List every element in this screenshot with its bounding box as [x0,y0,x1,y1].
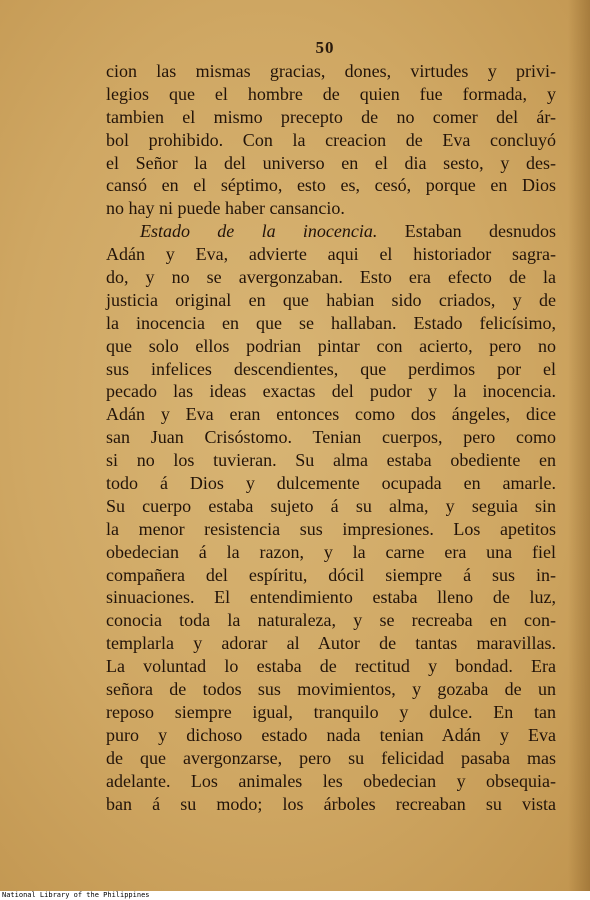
text-line: Su cuerpo estaba sujeto á su alma, y seguia sin [106,495,556,516]
text-line: cansó en el séptimo, esto es, cesó, porque en Dios [106,175,556,196]
text-line: puro y dichoso estado nada tenian Adán y Eva [106,724,556,745]
paragraph-2 [106,220,556,815]
section-heading: Estado de la inocencia. [140,221,378,242]
text-line: La voluntad lo estaba de rectitud y bondad. Era [106,656,556,677]
text-line: Adán y Eva eran entonces como dos ángeles, dice [106,404,556,425]
text-line-rest: Estaban desnudos [377,221,556,242]
text-line: todo á Dios y dulcemente ocupada en amarle. [106,473,556,494]
text-line: que solo ellos podrian pintar con acierto, pero no [106,335,556,356]
text-line: cion las mismas gracias, dones, virtudes y privi- [106,61,556,81]
text-line: ban á su modo; los árboles recreaban su vista [106,793,556,814]
text-line: legios que el hombre de quien fue formada, y [106,83,556,104]
text-line: la inocencia en que se hallaban. Estado felicísimo, [106,312,556,333]
text-line: reposo siempre igual, tranquilo y dulce. En tan [106,701,556,722]
text-line: Adán y Eva, advierte aqui el historiador sagra- [106,244,556,265]
text-line: de que avergonzarse, pero su felicidad pasaba mas [106,747,556,768]
text-line [106,220,556,243]
text-line: bol prohibido. Con la creacion de Eva concluyó [106,129,556,150]
page-number: 50 [315,38,335,57]
text-line: do, y no se avergonzaban. Esto era efecto de la [106,267,556,288]
text-line: sinuaciones. El entendimiento estaba lleno de luz, [106,587,556,608]
text-line: adelante. Los animales les obedecian y obsequia- [106,770,556,791]
text-line: la menor resistencia sus impresiones. Los apetitos [106,518,556,539]
text-line: tambien el mismo precepto de no comer del ár- [106,106,556,127]
text-line: justicia original en que habian sido criados, y de [106,289,556,310]
text-line: templarla y adorar al Autor de tantas maravillas. [106,633,556,654]
body-text [106,60,556,815]
text-line: pecado las ideas exactas del pudor y la inocencia. [106,381,556,402]
text-line: obedecian á la razon, y la carne era una fiel [106,541,556,562]
text-line: señora de todos sus movimientos, y gozaba de un [106,679,556,700]
text-line: san Juan Crisóstomo. Tenian cuerpos, pero como [106,427,556,448]
text-line: conocia toda la naturaleza, y se recreaba en con- [106,610,556,631]
text-line: si no los tuvieran. Su alma estaba obediente en [106,450,556,471]
library-credit: National Library of the Philippines [0,891,590,900]
text-line: el Señor la del universo en el dia sesto, y des- [106,152,556,173]
text-line: sus infelices descendientes, que perdimos por el [106,358,556,379]
paragraph-1 [106,60,556,220]
text-line: no hay ni puede haber cansancio. [106,198,345,219]
text-line: compañera del espíritu, dócil siempre á sus in- [106,564,556,585]
